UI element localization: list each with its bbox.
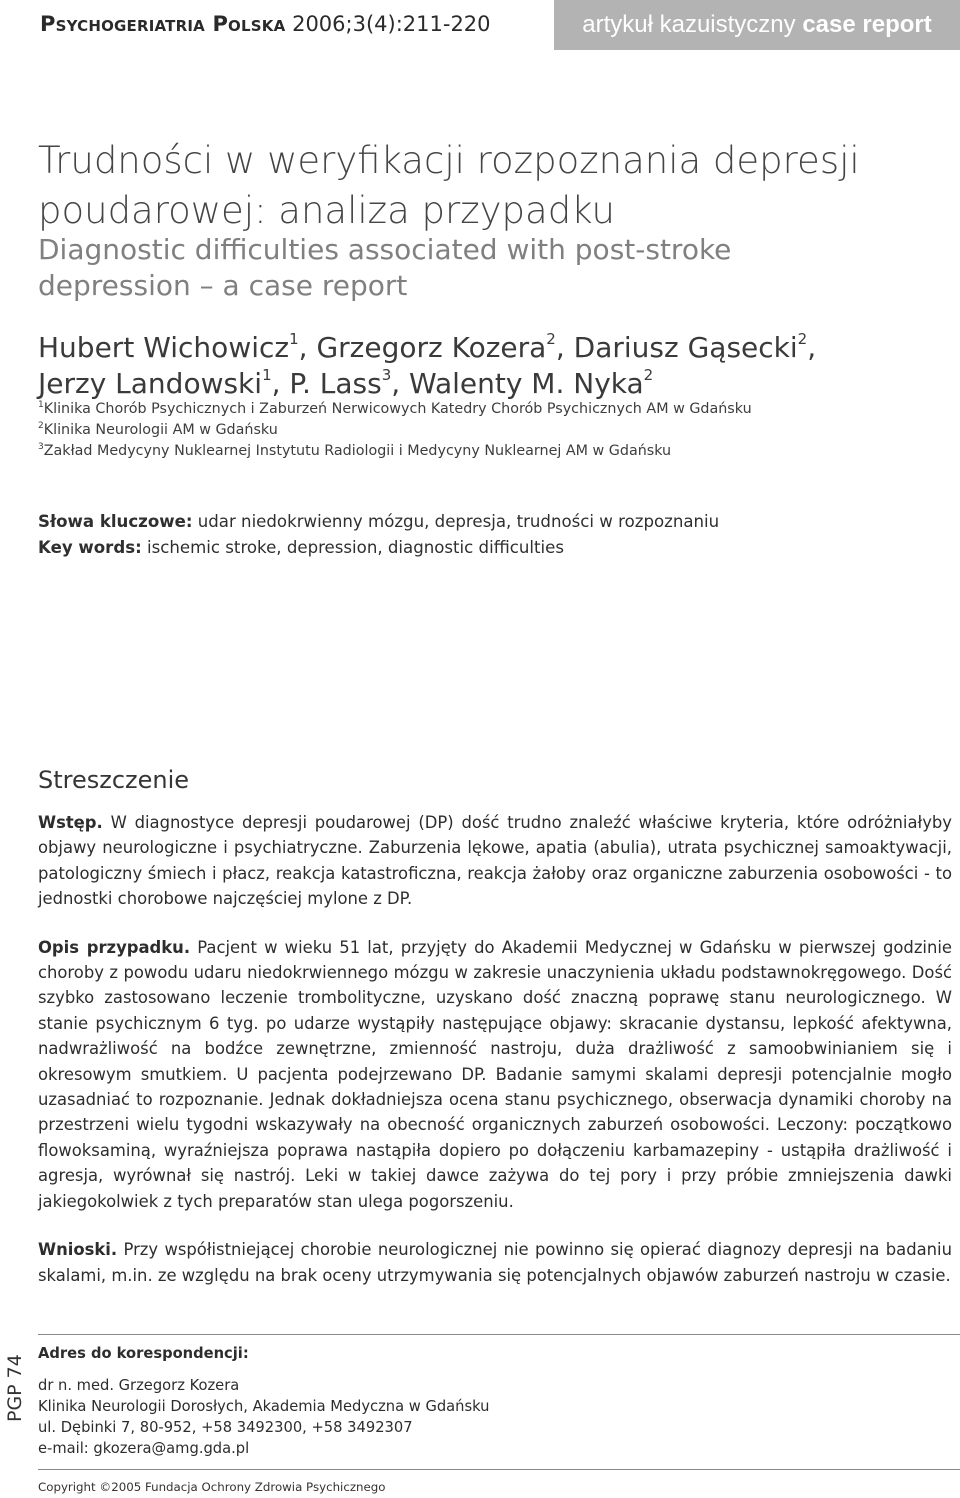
keywords-polish xyxy=(38,509,948,535)
badge-pl: artykuł kazuistyczny xyxy=(582,11,796,38)
author-affiliation-mark: 2 xyxy=(546,330,556,348)
abstract-section-conclusions xyxy=(38,1237,952,1288)
author-affiliation-mark: 3 xyxy=(381,366,392,384)
affiliation-item xyxy=(38,399,948,420)
author: Hubert Wichowicz xyxy=(38,331,290,364)
author: P. Lass xyxy=(289,367,382,400)
correspondence-line: ul. Dębinki 7, 80-952, +58 3492300, +58 3492307 xyxy=(38,1419,413,1436)
author-affiliation-mark: 1 xyxy=(289,330,299,348)
correspondence-line: Klinika Neurologii Dorosłych, Akademia Medyczna w Gdańsku xyxy=(38,1398,490,1415)
title-polish xyxy=(38,136,938,236)
author-line-1 xyxy=(38,330,948,366)
abstract-heading: Streszczenie xyxy=(38,766,190,794)
author: Walenty M. Nyka xyxy=(409,367,644,400)
title-pl-line2: poudarowej: analiza przypadku xyxy=(38,189,615,232)
author-separator: , xyxy=(271,367,290,400)
author-affiliation-mark: 2 xyxy=(797,330,808,348)
correspondence xyxy=(38,1343,738,1459)
page-side-label: PGP 74 xyxy=(4,1354,26,1422)
keywords-pl-text: udar niedokrwienny mózgu, depresja, trudności w rozpoznaniu xyxy=(192,512,720,531)
article-type-badge xyxy=(554,0,960,50)
affiliation-number: 1 xyxy=(38,400,44,410)
correspondence-line: dr n. med. Grzegorz Kozera xyxy=(38,1377,240,1394)
correspondence-heading: Adres do korespondencji: xyxy=(38,1345,249,1362)
divider xyxy=(38,1469,960,1470)
affiliation-text: Zakład Medycyny Nuklearnej Instytutu Radiologii i Medycyny Nuklearnej AM w Gdańsku xyxy=(43,443,672,459)
author-separator: , xyxy=(807,331,817,364)
keywords-pl-label: Słowa kluczowe: xyxy=(38,512,193,531)
author: Jerzy Landowski xyxy=(38,367,263,400)
title-en-line2: depression – a case report xyxy=(38,269,408,302)
keywords-english xyxy=(38,535,948,561)
keywords-en-label: Key words: xyxy=(38,538,142,557)
title-english xyxy=(38,232,938,304)
title-pl-line1: Trudności w weryfikacji rozpoznania depresji xyxy=(38,139,860,182)
journal-name: Psychogeriatria Polska xyxy=(40,12,286,36)
author-separator: , xyxy=(298,331,317,364)
author: Grzegorz Kozera xyxy=(316,331,547,364)
section-label: Opis przypadku. xyxy=(38,937,191,957)
affiliation-item xyxy=(38,420,948,441)
author-affiliation-mark: 1 xyxy=(262,366,272,384)
author-line-2 xyxy=(38,366,948,402)
journal-citation: 2006;3(4):211-220 xyxy=(292,12,491,36)
author: Dariusz Gąsecki xyxy=(573,331,798,364)
affiliation-number: 2 xyxy=(38,421,44,431)
author-separator: , xyxy=(555,331,574,364)
section-text: Pacjent w wieku 51 lat, przyjęty do Akademii Medycznej w Gdańsku w pierwszej godzinie choroby z powodu udaru niedokrwiennego mózgu w zakresie unaczynienia układu podstawnokręgowego. Dość szybko zastosowano leczenie trombolityczne, uzyskano dość znaczną poprawę stanu neurologicznego. W stanie psychicznym 6 tyg. po udarze wystąpiły następujące objawy: skracanie dystansu, lepkość afektywna, nadwrażliwość na bodźce zewnętrzne, zmienność nastroju, duża drażliwość z samoobwinianiem się i okresowym smutkiem. U pacjenta podejrzewano DP. Badanie samymi skalami depresji potencjalnie mogło uzasadniać to rozpoznanie. Jednak dokładniejsza ocena stanu psychicznego, obserwacja dynamiki choroby na przestrzeni wielu tygodni wskazywały na obecność organicznych zaburzeń osobowości. Leczony: początkowo flowoksaminą, wyraźniejsza poprawa nastąpiła dopiero po dołączeniu karbamazepiny - ustąpiła drażliwość i agresja, wyrównał się nastrój. Leki w takiej dawce zażywa do tej pory i przy próbie zmniejszenia dawki jakiegokolwiek z tych preparatów stan ulega pogorszeniu. xyxy=(38,937,952,1211)
affiliation-text: Klinika Neurologii AM w Gdańsku xyxy=(43,422,278,438)
divider xyxy=(38,1334,960,1335)
author-list xyxy=(38,330,948,402)
abstract-section-case xyxy=(38,935,952,1214)
section-text: Przy współistniejącej chorobie neurologicznej nie powinno się opierać diagnozy depresji na badaniu skalami, m.in. ze względu na brak oceny utrzymywania się potencjalnych objawów zaburzeń nastroju w czasie. xyxy=(38,1240,952,1285)
affiliation-text: Klinika Chorób Psychicznych i Zaburzeń Nerwicowych Katedry Chorób Psychicznych AM w Gdańsku xyxy=(43,401,752,417)
affiliation-item xyxy=(38,441,948,462)
journal-header xyxy=(40,12,491,36)
badge-en: case report xyxy=(802,11,932,38)
section-text: W diagnostyce depresji poudarowej (DP) dość trudno znaleźć właściwe kryteria, które odróżniałyby objawy neurologiczne i psychiatryczne. Zaburzenia lękowe, apatia (abulia), utrata psychicznej samoaktywacji, patologiczny śmiech i płacz, reakcja katastroficzna, reakcja żałoby oraz organiczne zaburzenia osobowości - to jednostki chorobowe najczęściej mylone z DP. xyxy=(38,813,952,909)
keywords-en-text: ischemic stroke, depression, diagnostic difficulties xyxy=(141,538,564,557)
title-en-line1: Diagnostic difficulties associated with post-stroke xyxy=(38,233,732,266)
keywords xyxy=(38,509,948,561)
affiliation-number: 3 xyxy=(38,442,44,452)
section-label: Wstęp. xyxy=(38,813,103,832)
abstract-body xyxy=(38,810,952,1311)
copyright: Copyright ©2005 Fundacja Ochrony Zdrowia Psychicznego xyxy=(38,1480,386,1494)
author-affiliation-mark: 2 xyxy=(643,366,654,384)
affiliations xyxy=(38,399,948,462)
section-label: Wnioski. xyxy=(38,1240,118,1260)
author-separator: , xyxy=(391,367,410,400)
abstract-section-intro xyxy=(38,810,952,912)
correspondence-email[interactable]: e-mail: gkozera@amg.gda.pl xyxy=(38,1440,250,1457)
